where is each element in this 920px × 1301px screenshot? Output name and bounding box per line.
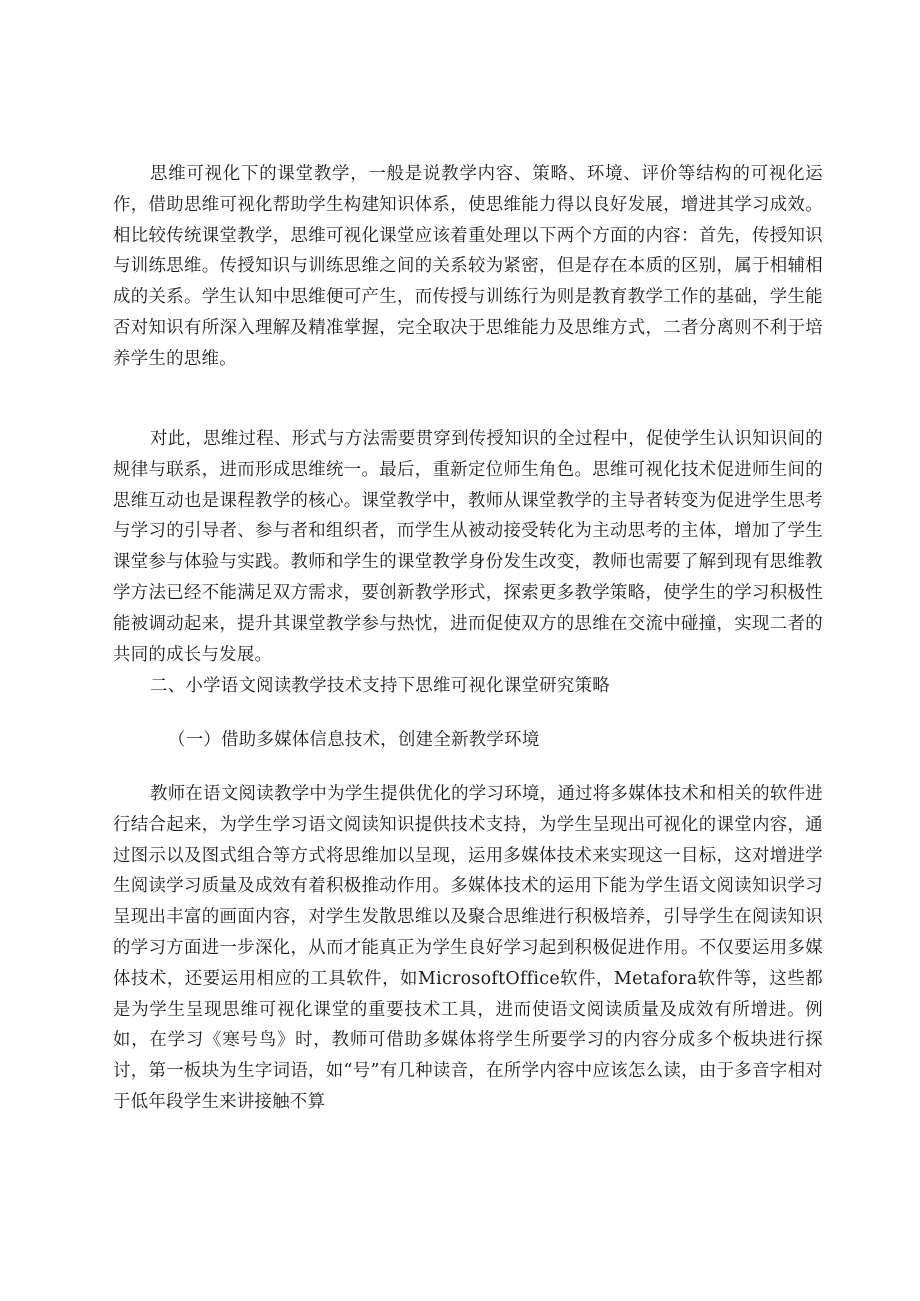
section-heading: 二、小学语文阅读教学技术支持下思维可视化课堂研究策略 <box>150 676 610 696</box>
body-paragraph-2: 对此，思维过程、形式与方法需要贯穿到传授知识的全过程中，促使学生认识知识间的规律与联系，进而形成思维统一。最后，重新定位师生角色。思维可视化技术促进师生间的思维互动也是课程教学的核心。课堂教学中，教师从课堂教学的主导者转变为促进学生思考与学习的引导者、参与者和组织者，而学生从被动接受转化为主动思考的主体，增加了学生课堂参与体验与实践。教师和学生的课堂教学身份发生改变，教师也需要了解到现有思维教学方法已经不能满足双方需求，要创新教学形式，探索更多教学策略，使学生的学习积极性能被调动起来，提升其课堂教学参与热忱，进而促使双方的思维在交流中碰撞，实现二者的共同的成长与发展。 <box>113 429 823 665</box>
body-paragraph-1: 思维可视化下的课堂教学，一般是说教学内容、策略、环境、评价等结构的可视化运作，借助思维可视化帮助学生构建知识体系，使思维能力得以良好发展，增进其学习成效。相比较传统课堂教学，思维可视化课堂应该着重处理以下两个方面的内容：首先，传授知识与训练思维。传授知识与训练思维之间的关系较为紧密，但是存在本质的区别，属于相辅相成的关系。学生认知中思维便可产生，而传授与训练行为则是教育教学工作的基础，学生能否对知识有所深入理解及精准掌握，完全取决于思维能力及思维方式，二者分离则不利于培养学生的思维。 <box>113 164 823 369</box>
subsection-heading: （一）借助多媒体信息技术，创建全新教学环境 <box>168 730 540 750</box>
body-paragraph-3: 教师在语文阅读教学中为学生提供优化的学习环境，通过将多媒体技术和相关的软件进行结合起来，为学生学习语文阅读知识提供技术支持，为学生呈现出可视化的课堂内容，通过图示以及图式组合等方式将思维加以呈现，运用多媒体技术来实现这一目标，这对增进学生阅读学习质量及成效有着积极推动作用。多媒体技术的运用下能为学生语文阅读知识学习呈现出丰富的画面内容，对学生发散思维以及聚合思维进行积极培养，引导学生在阅读知识的学习方面进一步深化，从而才能真正为学生良好学习起到积极促进作用。不仅要运用多媒体技术，还要运用相应的工具软件，如MicrosoftOffice软件，Metafora软件等，这些都是为学生呈现思维可视化课堂的重要技术工具，进而使语文阅读质量及成效有所增进。例如，在学习《寒号鸟》时，教师可借助多媒体将学生所要学习的内容分成多个板块进行探讨，第一板块为生字词语，如“号”有几种读音，在所学内容中应该怎么读，由于多音字相对于低年段学生来讲接触不算 <box>113 784 823 1112</box>
